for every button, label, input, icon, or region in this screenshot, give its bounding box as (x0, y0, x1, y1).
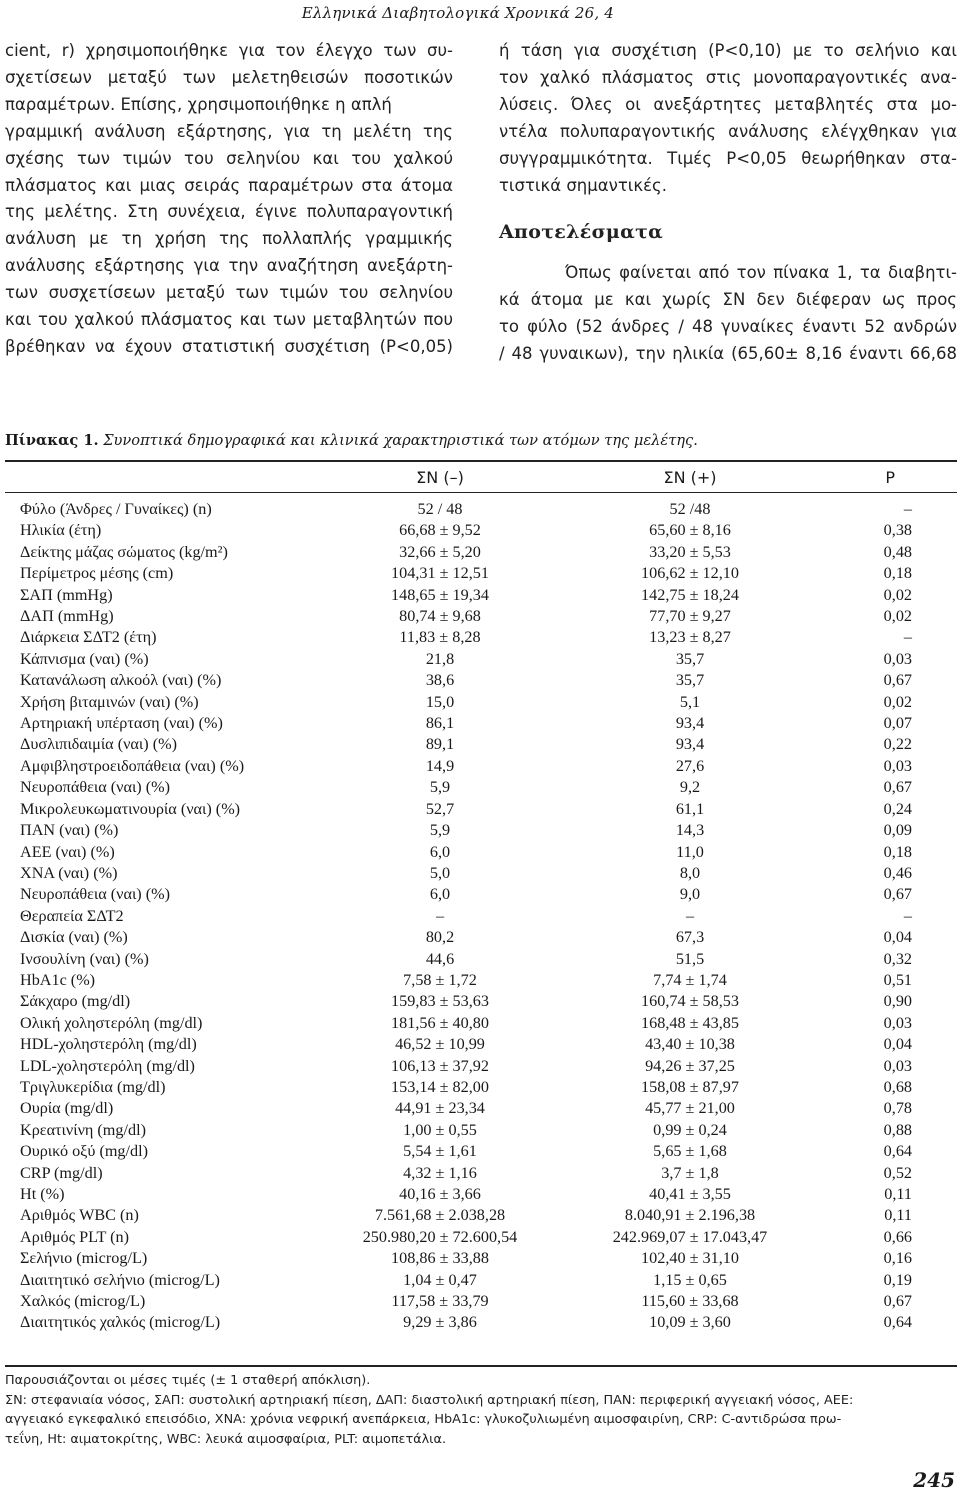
table-row (5, 1141, 957, 1162)
row-p-value: 0,03 (883, 1056, 912, 1075)
row-cad-negative-value: 153,14 ± 82,00 (391, 1077, 489, 1096)
row-cad-positive-value: 5,1 (679, 692, 701, 711)
row-cad-negative-value: 4,32 ± 1,16 (403, 1163, 477, 1182)
row-cad-positive-value: 8.040,91 ± 2.196,38 (624, 1206, 756, 1225)
row-cad-negative-value: – (435, 906, 445, 925)
row-parameter: Τριγλυκερίδια (mg/dl) (20, 1077, 166, 1096)
table-row (5, 927, 957, 948)
row-cad-positive-value: 65,60 ± 8,16 (649, 521, 731, 540)
row-cad-negative-value: 21,8 (425, 649, 455, 668)
header-parameter (5, 462, 320, 492)
row-cad-positive-value: 35,7 (675, 649, 705, 668)
table-row (5, 777, 957, 798)
table-row (5, 842, 957, 863)
row-parameter: Ολική χοληστερόλη (mg/dl) (20, 1013, 203, 1032)
table-row (5, 1312, 957, 1333)
header-cad-negative: ΣΝ (–) (416, 467, 464, 487)
table-caption (5, 432, 698, 449)
header-cad-positive: ΣΝ (+) (663, 467, 717, 487)
table-row (5, 627, 957, 648)
row-cad-negative-value: 117,58 ± 33,79 (391, 1292, 489, 1311)
row-cad-positive-value: 142,75 ± 18,24 (641, 585, 739, 604)
row-cad-negative-value: 52 / 48 (417, 500, 463, 518)
row-cad-negative-value: 1,04 ± 0,47 (403, 1270, 477, 1289)
row-cad-positive-value: 0,99 ± 0,24 (653, 1120, 727, 1139)
row-parameter: HbA1c (%) (20, 970, 96, 989)
row-cad-negative-value: 80,2 (425, 928, 455, 947)
table-row (5, 606, 957, 627)
row-parameter: Νευροπάθεια (ναι) (%) (20, 778, 171, 797)
row-p-value: 0,19 (883, 1270, 912, 1289)
row-cad-positive-value: 158,08 ± 87,97 (641, 1077, 739, 1096)
body-text-line: ανάλυσης εξάρτησης για την αναζήτηση ανεξάρτη- (5, 256, 453, 276)
row-cad-positive-value: 13,23 ± 8,27 (649, 628, 731, 647)
row-cad-positive-value: 5,65 ± 1,68 (653, 1142, 727, 1161)
body-text-line: γραμμική ανάλυση εξάρτησης, για τη μελέτη της (5, 121, 453, 141)
body-text-line: της μελέτης. Στη συνέχεια, έγινε πολυπαραγοντική (5, 202, 453, 222)
row-parameter: Αμφιβληστροειδοπάθεια (ναι) (%) (20, 756, 245, 775)
row-cad-negative-value: 1,00 ± 0,55 (403, 1120, 477, 1139)
row-cad-positive-value: 61,1 (675, 799, 705, 818)
row-parameter: Ουρία (mg/dl) (20, 1099, 114, 1118)
row-p-value: 0,18 (883, 842, 912, 861)
row-p-value: 0,67 (883, 778, 912, 797)
row-p-value: 0,68 (883, 1077, 912, 1096)
row-p-value: 0,67 (883, 885, 912, 904)
row-p-value: – (903, 906, 912, 925)
body-text-line: κά άτομα με και χωρίς ΣΝ δεν διέφεραν ως προς (499, 290, 957, 310)
row-cad-negative-value: 38,6 (425, 671, 455, 690)
row-parameter: Διαιτητικό σελήνιο (microg/L) (20, 1270, 220, 1289)
table-row (5, 692, 957, 713)
row-p-value: 0,09 (883, 821, 912, 840)
row-p-value: 0,78 (883, 1099, 912, 1118)
row-parameter: ΠΑΝ (ναι) (%) (20, 821, 119, 840)
table-row (5, 906, 957, 927)
row-cad-negative-value: 250.980,20 ± 72.600,54 (362, 1227, 518, 1246)
body-text-line: Όπως φαίνεται από τον πίνακα 1, τα διαβητι- (565, 263, 957, 283)
table-row (5, 1205, 957, 1226)
row-p-value: 0,07 (883, 714, 912, 733)
row-parameter: Ηλικία (έτη) (20, 521, 102, 540)
row-p-value: 0,03 (883, 649, 912, 668)
table-row (5, 970, 957, 991)
row-cad-negative-value: 14,9 (425, 756, 455, 775)
table-row (5, 1184, 957, 1205)
row-cad-positive-value: 11,0 (676, 842, 704, 861)
table-row (5, 1248, 957, 1269)
row-parameter: Αρτηριακή υπέρταση (ναι) (%) (20, 714, 223, 733)
table-row (5, 1291, 957, 1312)
row-p-value: 0,51 (883, 970, 912, 989)
footnote-line: Παρουσιάζονται οι μέσες τιμές (± 1 σταθερή απόκλιση). (5, 1373, 371, 1388)
row-p-value: – (903, 500, 912, 518)
row-cad-positive-value: 94,26 ± 37,25 (645, 1056, 735, 1075)
row-p-value: 0,67 (883, 1292, 912, 1311)
table-row (5, 585, 957, 606)
table-row (5, 1056, 957, 1077)
body-text-line: και του χαλκού πλάσματος και των μεταβλητών που (5, 310, 453, 330)
row-parameter: Κατανάλωση αλκοόλ (ναι) (%) (20, 671, 222, 690)
row-cad-negative-value: 89,1 (425, 735, 455, 754)
row-cad-positive-value: – (685, 906, 695, 925)
body-text-line: σχετίσεων μεταξύ των μελετηθεισών ποσοτικών (5, 67, 453, 87)
row-cad-negative-value: 5,0 (429, 863, 451, 882)
footnote-line: αγγειακό εγκεφαλικό επεισόδιο, ΧΝΑ: χρόνια νεφρική ανεπάρκεια, HbA1c: γλυκοζυλιωμένη αιμοσφαιρίνη, CRP: C-αντιδρώσα πρω- (5, 1412, 842, 1427)
row-parameter: Διαιτητικός χαλκός (microg/L) (20, 1313, 221, 1332)
row-parameter: ΧΝΑ (ναι) (%) (20, 863, 118, 882)
row-cad-negative-value: 40,16 ± 3,66 (399, 1185, 481, 1203)
body-text-line: το φύλο (52 άνδρες / 48 γυναίκες έναντι 52 ανδρών (499, 317, 957, 337)
row-p-value: 0,46 (883, 863, 912, 882)
demographics-table (5, 462, 957, 1334)
table-row (5, 713, 957, 734)
row-cad-positive-value: 106,62 ± 12,10 (641, 564, 739, 583)
row-parameter: ΑΕΕ (ναι) (%) (20, 842, 115, 861)
results-heading: Αποτελέσματα (499, 221, 664, 244)
row-parameter: Ινσουλίνη (ναι) (%) (20, 949, 149, 968)
row-parameter: Κρεατινίνη (mg/dl) (20, 1120, 146, 1139)
row-parameter: Περίμετρος μέσης (cm) (20, 564, 174, 583)
table-row (5, 1227, 957, 1248)
table-bottom-rule (5, 1365, 957, 1367)
row-cad-positive-value: 52 /48 (669, 500, 711, 518)
page-number: 245 (913, 1468, 955, 1492)
row-cad-positive-value: 43,40 ± 10,38 (645, 1035, 735, 1054)
row-cad-positive-value: 9,0 (679, 885, 701, 904)
table-row (5, 820, 957, 841)
row-cad-negative-value: 5,54 ± 1,61 (403, 1142, 477, 1161)
row-parameter: Σάκχαρο (mg/dl) (20, 992, 131, 1011)
table-caption-label: Πίνακας 1. (5, 432, 99, 449)
table-caption-text: Συνοπτικά δημογραφικά και κλινικά χαρακτηριστικά των ατόμων της μελέτης. (103, 432, 698, 449)
body-text-line: / 48 γυναικων), την ηλικία (65,60± 8,16 έναντι 66,68 (499, 344, 957, 364)
row-parameter: ΔΑΠ (mmHg) (20, 607, 114, 626)
table-row (5, 1120, 957, 1141)
row-parameter: Φύλο (Άνδρες / Γυναίκες) (n) (20, 500, 212, 518)
row-p-value: 0,02 (883, 607, 912, 626)
row-parameter: Κάπνισμα (ναι) (%) (20, 649, 149, 668)
row-cad-positive-value: 67,3 (675, 928, 705, 947)
body-text-line: ανάλυση με τη χρήση της πολλαπλής γραμμικής (5, 229, 453, 249)
table-row (5, 1098, 957, 1119)
header-p-value: P (885, 467, 895, 487)
table-row (5, 756, 957, 777)
body-text-line: βρέθηκαν να έχουν στατιστική συσχέτιση (P<0,05) (5, 336, 453, 356)
row-cad-negative-value: 11,83 ± 8,28 (399, 628, 481, 647)
row-cad-positive-value: 168,48 ± 43,85 (641, 1013, 739, 1032)
row-p-value: 0,04 (883, 928, 912, 947)
table-row (5, 884, 957, 905)
row-cad-negative-value: 5,9 (429, 778, 451, 797)
row-parameter: Χρήση βιταμινών (ναι) (%) (20, 692, 199, 711)
row-cad-positive-value: 1,15 ± 0,65 (653, 1270, 727, 1289)
table-row (5, 863, 957, 884)
table-footnotes (5, 1371, 955, 1449)
row-cad-positive-value: 160,74 ± 58,53 (641, 992, 739, 1011)
row-cad-positive-value: 35,7 (675, 671, 705, 690)
row-cad-negative-value: 15,0 (425, 692, 455, 711)
table-row (5, 1034, 957, 1055)
table-row (5, 991, 957, 1012)
table-row (5, 799, 957, 820)
row-cad-negative-value: 159,83 ± 53,63 (391, 992, 489, 1011)
table-row (5, 1013, 957, 1034)
row-p-value: 0,64 (883, 1313, 912, 1332)
row-p-value: 0,88 (883, 1120, 912, 1139)
table-header-row (5, 462, 957, 492)
row-p-value: 0,02 (883, 692, 912, 711)
body-text-line: cient, r) χρησιμοποιήθηκε για τον έλεγχο των συ- (5, 41, 453, 60)
row-parameter: ΣΑΠ (mmHg) (20, 585, 113, 604)
row-p-value: 0,11 (884, 1185, 912, 1203)
table-row (5, 520, 957, 541)
body-text-line: λύσεις. Όλες οι ανεξάρτητες μεταβλητές στα μο- (499, 94, 957, 114)
row-cad-negative-value: 7,58 ± 1,72 (403, 970, 477, 989)
row-cad-negative-value: 108,86 ± 33,88 (391, 1249, 489, 1268)
row-cad-negative-value: 148,65 ± 19,34 (391, 585, 489, 604)
row-p-value: 0,03 (883, 756, 912, 775)
row-cad-negative-value: 5,9 (429, 821, 451, 840)
row-cad-negative-value: 106,13 ± 37,92 (391, 1056, 489, 1075)
row-parameter: Δείκτης μάζας σώματος (kg/m²) (20, 542, 228, 561)
body-text-line: πλάσματος και μιας σειράς παραμέτρων στα άτομα (5, 175, 453, 195)
row-cad-positive-value: 27,6 (675, 756, 705, 775)
body-text-line: τον χαλκό πλάσματος στις μονοπαραγοντικές ανα- (499, 67, 957, 87)
table-row (5, 734, 957, 755)
row-p-value: 0,22 (883, 735, 912, 754)
row-p-value: 0,32 (883, 949, 912, 968)
row-cad-negative-value: 32,66 ± 5,20 (399, 542, 481, 561)
row-cad-positive-value: 77,70 ± 9,27 (649, 607, 731, 626)
journal-running-header: Ελληνικά Διαβητολογικά Χρονικά 26, 4 (301, 4, 614, 22)
body-text-line: συγγραμμικότητα. Τιμές P<0,05 θεωρήθηκαν στα- (499, 148, 957, 168)
row-cad-negative-value: 44,91 ± 23,34 (395, 1099, 485, 1118)
row-cad-positive-value: 242.969,07 ± 17.043,47 (612, 1227, 768, 1246)
footnote-line: τεΐνη, Ht: αιματοκρίτης, WBC: λευκά αιμοσφαίρια, PLT: αιμοπετάλια. (5, 1431, 447, 1447)
row-p-value: 0,04 (883, 1035, 912, 1054)
row-p-value: 0,03 (883, 1013, 912, 1032)
row-cad-negative-value: 86,1 (425, 714, 455, 733)
table-row (5, 949, 957, 970)
row-cad-negative-value: 6,0 (429, 885, 451, 904)
row-cad-positive-value: 14,3 (675, 821, 705, 840)
footnote-line: ΣΝ: στεφανιαία νόσος, ΣΑΠ: συστολική αρτηριακή πίεση, ΔΑΠ: διαστολική αρτηριακή πίεση, ΠΑΝ: περιφερική αγγειακή νόσος, ΑΕΕ: (5, 1392, 854, 1408)
row-parameter: HDL-χοληστερόλη (mg/dl) (20, 1035, 197, 1054)
row-p-value: 0,11 (884, 1206, 912, 1225)
row-parameter: Δισκία (ναι) (%) (20, 928, 128, 947)
row-cad-positive-value: 9,2 (679, 778, 701, 797)
row-cad-positive-value: 115,60 ± 33,68 (641, 1292, 739, 1311)
row-cad-negative-value: 104,31 ± 12,51 (391, 564, 489, 583)
row-parameter: Αριθμός PLT (n) (20, 1227, 130, 1246)
left-text-column (5, 38, 453, 361)
right-text-column (499, 38, 957, 368)
row-p-value: 0,67 (883, 671, 912, 690)
body-text-line: σχέσης των τιμών του σεληνίου και του χαλκού (5, 148, 453, 168)
row-parameter: LDL-χοληστερόλη (mg/dl) (20, 1056, 195, 1075)
row-cad-negative-value: 6,0 (429, 842, 451, 861)
body-text-line: ή τάση για συσχέτιση (P<0,10) με το σελήνιο και (499, 41, 957, 60)
row-cad-positive-value: 93,4 (675, 714, 705, 733)
row-parameter: CRP (mg/dl) (20, 1163, 103, 1182)
body-text-line: παραμέτρων. Επίσης, χρησιμοποιήθηκε η απλή (5, 94, 392, 114)
row-cad-positive-value: 33,20 ± 5,53 (649, 542, 731, 561)
row-p-value: 0,16 (883, 1249, 912, 1268)
table-row (5, 649, 957, 670)
table-row (5, 670, 957, 691)
row-parameter: Σελήνιο (microg/L) (20, 1249, 148, 1268)
row-cad-positive-value: 10,09 ± 3,60 (649, 1313, 731, 1332)
row-parameter: Διάρκεια ΣΔΤ2 (έτη) (20, 628, 157, 647)
row-p-value: 0,52 (883, 1163, 912, 1182)
row-parameter: Δυσλιπιδαιμία (ναι) (%) (20, 735, 177, 754)
row-parameter: Θεραπεία ΣΔΤ2 (20, 906, 124, 925)
row-p-value: 0,02 (883, 585, 912, 604)
row-parameter: Μικρολευκωματινουρία (ναι) (%) (20, 799, 241, 818)
row-parameter: Χαλκός (microg/L) (20, 1292, 146, 1311)
table-row (5, 492, 957, 520)
row-p-value: – (903, 628, 912, 647)
table-row (5, 1270, 957, 1291)
table-row (5, 1163, 957, 1184)
row-p-value: 0,64 (883, 1142, 912, 1161)
row-parameter: Ουρικό οξύ (mg/dl) (20, 1142, 149, 1161)
row-p-value: 0,18 (883, 564, 912, 583)
row-p-value: 0,90 (883, 992, 912, 1011)
row-parameter: Ht (%) (20, 1185, 65, 1203)
body-text-line: ντέλα πολυπαραγοντικής ανάλυσης ελέγχθηκαν για (499, 121, 957, 141)
row-cad-negative-value: 46,52 ± 10,99 (395, 1035, 485, 1054)
table-row (5, 1077, 957, 1098)
row-cad-positive-value: 8,0 (679, 863, 701, 882)
row-parameter: Νευροπάθεια (ναι) (%) (20, 885, 171, 904)
body-text-line: των συσχετίσεων μεταξύ των τιμών του σεληνίου (5, 283, 453, 303)
row-p-value: 0,24 (883, 799, 912, 818)
row-cad-positive-value: 51,5 (675, 949, 705, 968)
row-cad-negative-value: 80,74 ± 9,68 (399, 607, 481, 626)
row-cad-positive-value: 7,74 ± 1,74 (653, 970, 727, 989)
table-row (5, 563, 957, 584)
row-p-value: 0,38 (883, 521, 912, 540)
row-cad-positive-value: 45,77 ± 21,00 (645, 1099, 735, 1118)
row-cad-positive-value: 93,4 (675, 735, 705, 754)
row-cad-positive-value: 102,40 ± 31,10 (641, 1249, 739, 1268)
body-text-line: τιστικά σημαντικές. (499, 175, 667, 195)
row-cad-positive-value: 3,7 ± 1,8 (661, 1163, 719, 1182)
table-row (5, 542, 957, 563)
row-p-value: 0,48 (883, 542, 912, 561)
row-cad-negative-value: 66,68 ± 9,52 (399, 521, 481, 540)
row-cad-negative-value: 52,7 (425, 799, 455, 818)
row-parameter: Αριθμός WBC (n) (20, 1206, 139, 1225)
row-cad-negative-value: 181,56 ± 40,80 (391, 1013, 489, 1032)
row-cad-negative-value: 44,6 (425, 949, 455, 968)
row-cad-negative-value: 7.561,68 ± 2.038,28 (374, 1206, 506, 1225)
row-p-value: 0,66 (883, 1227, 912, 1246)
row-cad-positive-value: 40,41 ± 3,55 (649, 1185, 731, 1203)
row-cad-negative-value: 9,29 ± 3,86 (403, 1313, 477, 1332)
